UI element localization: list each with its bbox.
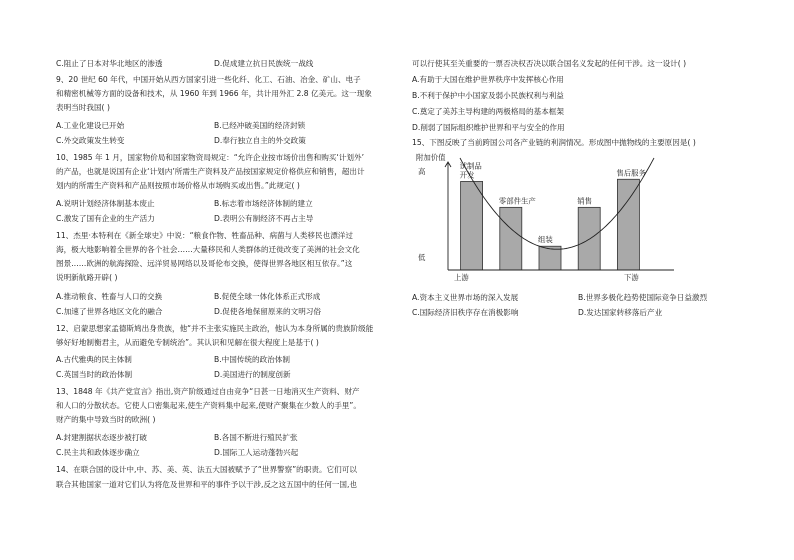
value-chain-chart <box>412 152 702 287</box>
bar-label-3: 组装 <box>538 235 553 245</box>
q10-option-a: A.说明计划经济体制基本废止 <box>56 199 155 208</box>
y-axis-low-label: 低 <box>418 253 426 262</box>
bar-3 <box>539 246 561 270</box>
chart-svg <box>412 152 702 287</box>
bar-label-1-2: 开发 <box>459 170 475 180</box>
q10-line-1: 10、1985 年 1 月，国家物价局和国家物资局规定：“允许企业按市场价出售和购买‘计划外’ <box>56 153 365 162</box>
q11-line-3: 图景……欧洲的航海探险、远洋贸易网络以及哥伦布交换，使得世界各地区相互依存。”这 <box>56 259 353 268</box>
y-axis-high-label: 高 <box>418 167 426 176</box>
q11-line-2: 海，极大地影响着全世界的各个社会……大量移民和人类群体的迁徙改变了美洲的社会文化 <box>56 245 360 254</box>
q13-option-c: C.民主共和政体逐步确立 <box>56 448 140 457</box>
q11-line-4: 说明新航路开辟( ) <box>56 273 118 282</box>
q11-line-1: 11、杰里·本特利在《新全球史》中说：“粮食作物、牲畜品种、病菌与人类移民也漂洋过 <box>56 231 353 240</box>
q9-line-2: 和精密机械等方面的设备和技术，从 1960 年到 1966 年，共计用外汇 2.8 亿美元。这一现象 <box>56 89 372 98</box>
pre-option-c: C.阻止了日本对华北地区的渗透 <box>56 59 163 68</box>
q14-line-2: 联合其他国家一道对它们认为将危及世界和平的事件予以干涉,反之这五国中的任何一国,也 <box>56 480 357 489</box>
q14-option-b: B.不利于保护中小国家及弱小民族权利与利益 <box>412 91 564 100</box>
pre-option-d: D.促成建立抗日民族统一战线 <box>214 59 314 68</box>
q15-option-d: D.发达国家转移落后产业 <box>578 308 663 317</box>
bar-label-5: 售后服务 <box>616 168 646 178</box>
q12-option-d: D.美国进行的制度创新 <box>214 370 291 379</box>
q14-option-d: D.削弱了国际组织维护世界和平与安全的作用 <box>412 123 565 132</box>
q12-option-b: B.中国传统的政治体制 <box>214 355 290 364</box>
q13-option-b: B.各国不断进行殖民扩张 <box>214 433 298 442</box>
q9-line-3: 表明当时我国( ) <box>56 103 110 112</box>
q10-line-3: 划内的所需生产资料和产品则按照市场价格从市场购买或出售。”此规定( ) <box>56 181 300 190</box>
q12-line-1: 12、启蒙思想家孟德斯鸠出身贵族，他“并不主张实施民主政治，他认为本身所属的贵族阶级能 <box>56 324 374 333</box>
bar-1 <box>461 181 483 270</box>
q11-option-b: B.促使全球一体化体系正式形成 <box>214 292 321 301</box>
q11-option-c: C.加速了世界各地区文化的融合 <box>56 307 163 316</box>
q14-line-1: 14、在联合国的设计中,中、苏、美、英、法五大国被赋予了“世界警察”的职责。它们可以 <box>56 465 357 474</box>
bars-group <box>461 179 640 270</box>
q10-option-c: C.激发了国有企业的生产活力 <box>56 214 155 223</box>
q14-option-c: C.奠定了美苏主导构建的两极格局的基本框架 <box>412 107 564 116</box>
q9-option-d: D.奉行独立自主的外交政策 <box>214 136 306 145</box>
q12-option-c: C.英国当时的政治体制 <box>56 370 133 379</box>
q9-option-a: A.工业化建设已开始 <box>56 121 125 130</box>
q10-option-b: B.标志着市场经济体制的建立 <box>214 199 313 208</box>
q14-cont-line-1: 可以行使其至关重要的一票否决权否决以联合国名义发起的任何干涉。这一设计( ) <box>412 59 687 68</box>
bar-label-4: 销售 <box>577 196 592 206</box>
q11-option-a: A.推动粮食、牲畜与人口的交换 <box>56 292 163 301</box>
q13-option-a: A.封建割据状态逐步被打破 <box>56 433 148 442</box>
q11-option-d: D.促使各地保留原来的文明习俗 <box>214 307 321 316</box>
bar-label-2: 零部件生产 <box>498 196 536 206</box>
bar-5 <box>617 179 639 270</box>
q15-option-a: A.资本主义世界市场的深入发展 <box>412 293 519 302</box>
q13-line-2: 和人口的分散状态。它使人口密集起来,使生产资料集中起来,使财产聚集在少数人的手里”。 <box>56 401 361 410</box>
q10-line-2: 的产品，也就是说国有企业‘计划内’所需生产资料及产品按国家规定价格供应和销售，超出计 <box>56 167 365 176</box>
x-axis-upstream-label: 上游 <box>454 273 469 282</box>
bar-2 <box>500 207 522 270</box>
q15-option-c: C.国际经济旧秩序存在消极影响 <box>412 308 519 317</box>
q9-option-b: B.已经冲破美国的经济封锁 <box>214 121 306 130</box>
q12-option-a: A.古代雅典的民主体制 <box>56 355 132 364</box>
x-axis-downstream-label: 下游 <box>624 273 639 282</box>
q13-line-1: 13、1848 年《共产党宣言》指出,资产阶级通过自由竞争“日甚一日地消灭生产资料、财产 <box>56 387 360 396</box>
bar-label-1-1: 试制品 <box>459 161 482 171</box>
q9-line-1: 9、20 世纪 60 年代，中国开始从西方国家引进一些化纤、化工、石油、冶金、矿山、电子 <box>56 75 361 84</box>
q13-option-d: D.国际工人运动蓬勃兴起 <box>214 448 299 457</box>
y-axis-label: 附加价值 <box>416 153 446 162</box>
q15-line-1: 15、下图反映了当前跨国公司各产业链的利润情况。形成图中抛物线的主要原因是( ) <box>412 138 696 147</box>
q13-line-3: 财产的集中导致当时的欧洲( ) <box>56 415 156 424</box>
q12-line-2: 够好好地制衡君主，从而避免专制统治”。其认识和见解在很大程度上是基于( ) <box>56 338 319 347</box>
q14-option-a: A.有助于大国在维护世界秩序中发挥核心作用 <box>412 75 564 84</box>
q10-option-d: D.表明公有制经济不再占主导 <box>214 214 314 223</box>
q15-option-b: B.世界多极化趋势使国际竞争日益激烈 <box>578 293 708 302</box>
q9-option-c: C.外交政策发生转变 <box>56 136 125 145</box>
